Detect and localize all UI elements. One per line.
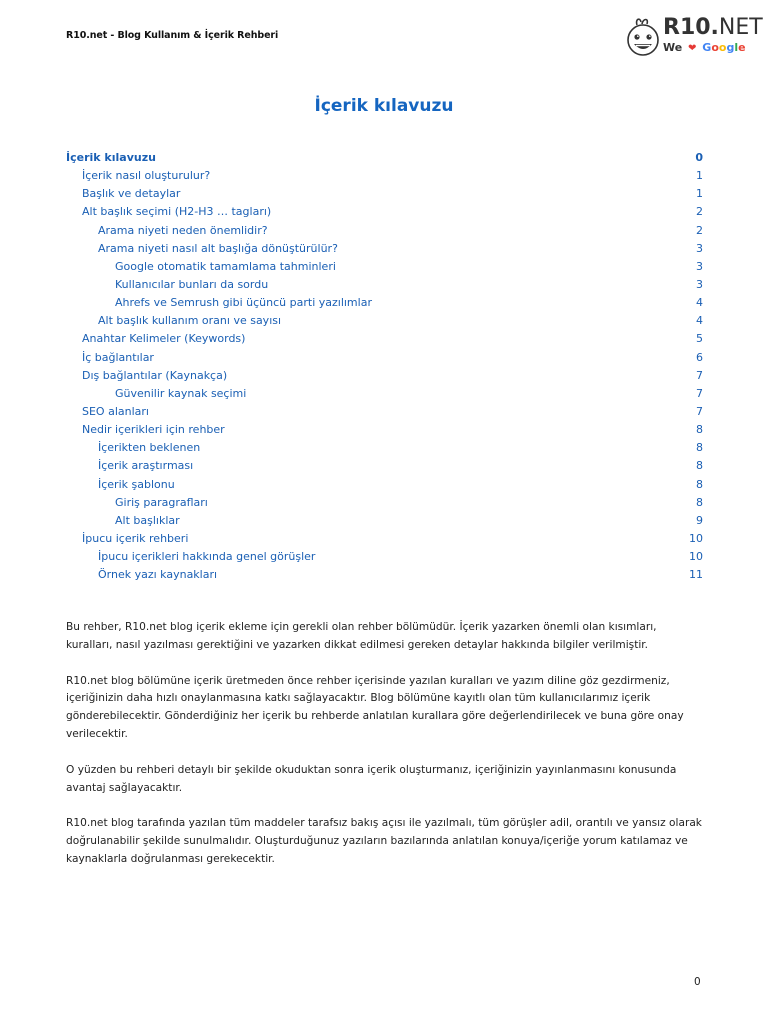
toc-entry[interactable] bbox=[66, 457, 703, 475]
toc-entry-title: Google otomatik tamamlama tahminleri bbox=[115, 259, 336, 273]
google-letter: e bbox=[738, 41, 746, 54]
toc-entry-page: 5 bbox=[696, 332, 703, 346]
toc-entry-title: Arama niyeti neden önemlidir? bbox=[98, 223, 268, 237]
page-number: 0 bbox=[694, 976, 701, 988]
toc-entry[interactable] bbox=[66, 276, 703, 294]
toc-entry-page: 8 bbox=[696, 495, 703, 509]
toc-entry[interactable] bbox=[66, 203, 703, 221]
toc-entry-page: 4 bbox=[696, 314, 703, 328]
tagline-prefix: We bbox=[663, 41, 683, 54]
google-letter: G bbox=[702, 41, 712, 54]
toc-entry-page: 3 bbox=[696, 277, 703, 291]
toc-entry[interactable] bbox=[66, 548, 703, 566]
toc-entry-title: Nedir içerikleri için rehber bbox=[82, 423, 225, 437]
google-letter: o bbox=[711, 41, 719, 54]
toc-entry-page: 8 bbox=[696, 423, 703, 437]
google-wordmark bbox=[702, 41, 745, 54]
toc-entry-page: 8 bbox=[696, 441, 703, 455]
document-title: İçerik kılavuzu bbox=[314, 96, 454, 116]
toc-entry-title: İçerik şablonu bbox=[98, 477, 175, 491]
toc-entry-title: Kullanıcılar bunları da sordu bbox=[115, 277, 269, 291]
toc-entry-title: İpucu içerik rehberi bbox=[82, 531, 189, 545]
toc-entry-page: 9 bbox=[696, 513, 703, 527]
paragraph: R10.net blog tarafında yazılan tüm maddeler tarafsız bakış açısı ile yazılmalı, tüm görüşler adil, orantılı ve yansız olarak doğrulanabilir şekilde sunulmalıdır. Oluşturduğunuz yazıların bazılarında anlatılan konuya/içeriğe yorum katılamaz ve kaynaklarla doğrulanması gerekecektir. bbox=[66, 817, 702, 865]
toc-entry[interactable] bbox=[66, 330, 703, 348]
google-letter: l bbox=[734, 41, 739, 54]
toc-entry[interactable] bbox=[66, 421, 703, 439]
toc-entry-title: Arama niyeti nasıl alt başlığa dönüştürülür? bbox=[98, 241, 338, 255]
google-letter: g bbox=[726, 41, 735, 54]
toc-entry-title: İçerikten beklenen bbox=[98, 441, 201, 455]
toc-entry-title: Alt başlık kullanım oranı ve sayısı bbox=[98, 314, 282, 328]
toc-entry[interactable] bbox=[66, 222, 703, 240]
toc-entry[interactable] bbox=[66, 240, 703, 258]
toc-entry-title: İçerik kılavuzu bbox=[66, 151, 156, 164]
toc-entry-page: 7 bbox=[696, 386, 703, 400]
toc-entry-title: Örnek yazı kaynakları bbox=[98, 568, 218, 582]
toc-entry[interactable] bbox=[66, 476, 703, 494]
toc-entry-title: İçerik araştırması bbox=[98, 459, 194, 473]
toc-entry-page: 2 bbox=[696, 205, 703, 219]
toc-entry-title: Alt başlıklar bbox=[115, 513, 180, 527]
toc-entry[interactable] bbox=[66, 512, 703, 530]
toc-entry[interactable] bbox=[66, 312, 703, 330]
toc-entry-title: İpucu içerikleri hakkında genel görüşler bbox=[98, 550, 316, 564]
toc-entry-title: Alt başlık seçimi (H2-H3 … tagları) bbox=[82, 205, 272, 219]
toc-entry-page: 7 bbox=[696, 368, 703, 382]
paragraph: Bu rehber, R10.net blog içerik ekleme için gerekli olan rehber bölümüdür. İçerik yazarken önemli olan kısımları, kuralları, nasıl yazılması gerektiğini ve yazarken dikkat edilmesi gereken detaylar hakkında bilgiler verilmiştir. bbox=[66, 621, 657, 651]
running-header-title: R10.net - Blog Kullanım & İçerik Rehberi bbox=[66, 30, 279, 41]
toc-entry-page: 2 bbox=[696, 223, 703, 237]
toc-entry[interactable] bbox=[66, 403, 703, 421]
toc-entry-page: 6 bbox=[696, 350, 703, 364]
toc-entry-page: 10 bbox=[689, 531, 703, 545]
toc-entry-page: 11 bbox=[689, 568, 703, 582]
toc-entry-page: 8 bbox=[696, 477, 703, 491]
logo-wordmark: R10.NET bbox=[663, 15, 763, 40]
toc-entry[interactable] bbox=[66, 367, 703, 385]
toc-entry[interactable] bbox=[66, 349, 703, 367]
toc-entry-page: 4 bbox=[696, 296, 703, 310]
toc-entry[interactable] bbox=[66, 185, 703, 203]
table-of-contents bbox=[66, 149, 703, 584]
toc-entry[interactable] bbox=[66, 167, 703, 185]
toc-entry[interactable] bbox=[66, 494, 703, 512]
toc-entry-page: 0 bbox=[695, 151, 703, 164]
toc-entry-page: 8 bbox=[696, 459, 703, 473]
toc-entry-page: 3 bbox=[696, 259, 703, 273]
toc-entry-title: Giriş paragrafları bbox=[115, 495, 208, 509]
toc-entry-page: 3 bbox=[696, 241, 703, 255]
toc-entry[interactable] bbox=[66, 149, 703, 167]
toc-entry-page: 7 bbox=[696, 404, 703, 418]
toc-entry[interactable] bbox=[66, 566, 703, 584]
toc-entry-title: İçerik nasıl oluşturulur? bbox=[82, 169, 211, 183]
toc-entry-page: 10 bbox=[689, 550, 703, 564]
logo-tagline bbox=[663, 41, 746, 56]
toc-entry-page: 1 bbox=[696, 169, 703, 183]
r10-net-logo bbox=[626, 14, 763, 60]
toc-entry-title: Başlık ve detaylar bbox=[82, 187, 181, 201]
toc-entry[interactable] bbox=[66, 294, 703, 312]
toc-entry-page: 1 bbox=[696, 187, 703, 201]
paragraph: O yüzden bu rehberi detaylı bir şekilde okuduktan sonra içerik oluşturmanız, içeriğinizin yayınlanmasını konusunda avantaj sağlayacaktır. bbox=[66, 763, 677, 794]
toc-entry-title: Anahtar Kelimeler (Keywords) bbox=[82, 332, 246, 346]
toc-entry-title: Güvenilir kaynak seçimi bbox=[115, 386, 247, 400]
toc-entry-title: Ahrefs ve Semrush gibi üçüncü parti yazılımlar bbox=[115, 296, 372, 310]
google-letter: o bbox=[718, 41, 727, 54]
toc-entry[interactable] bbox=[66, 258, 703, 276]
toc-entry-title: İç bağlantılar bbox=[82, 350, 154, 364]
heart-icon: ❤ bbox=[688, 43, 697, 54]
toc-entry[interactable] bbox=[66, 385, 703, 403]
mascot-icon bbox=[626, 16, 660, 58]
toc-entry-title: Dış bağlantılar (Kaynakça) bbox=[82, 368, 228, 382]
body-text bbox=[66, 619, 706, 887]
toc-entry-title: SEO alanları bbox=[82, 404, 149, 418]
toc-entry[interactable] bbox=[66, 530, 703, 548]
paragraph: R10.net blog bölümüne içerik üretmeden önce rehber içerisinde yazılan kuralları ve yazım diline göz gezdirmeniz, içeriğinizin daha hızlı onaylanmasına katkı sağlayacaktır. Blog bölümüne kayıtlı olan tüm kullanıcılarımız içerik gönderebilecektir. Gönderdiğiniz her içerik bu rehberde anlatılan kurallara göre değerlendirilecek ve buna göre onay verilecektir. bbox=[66, 674, 684, 740]
toc-entry[interactable] bbox=[66, 439, 703, 457]
